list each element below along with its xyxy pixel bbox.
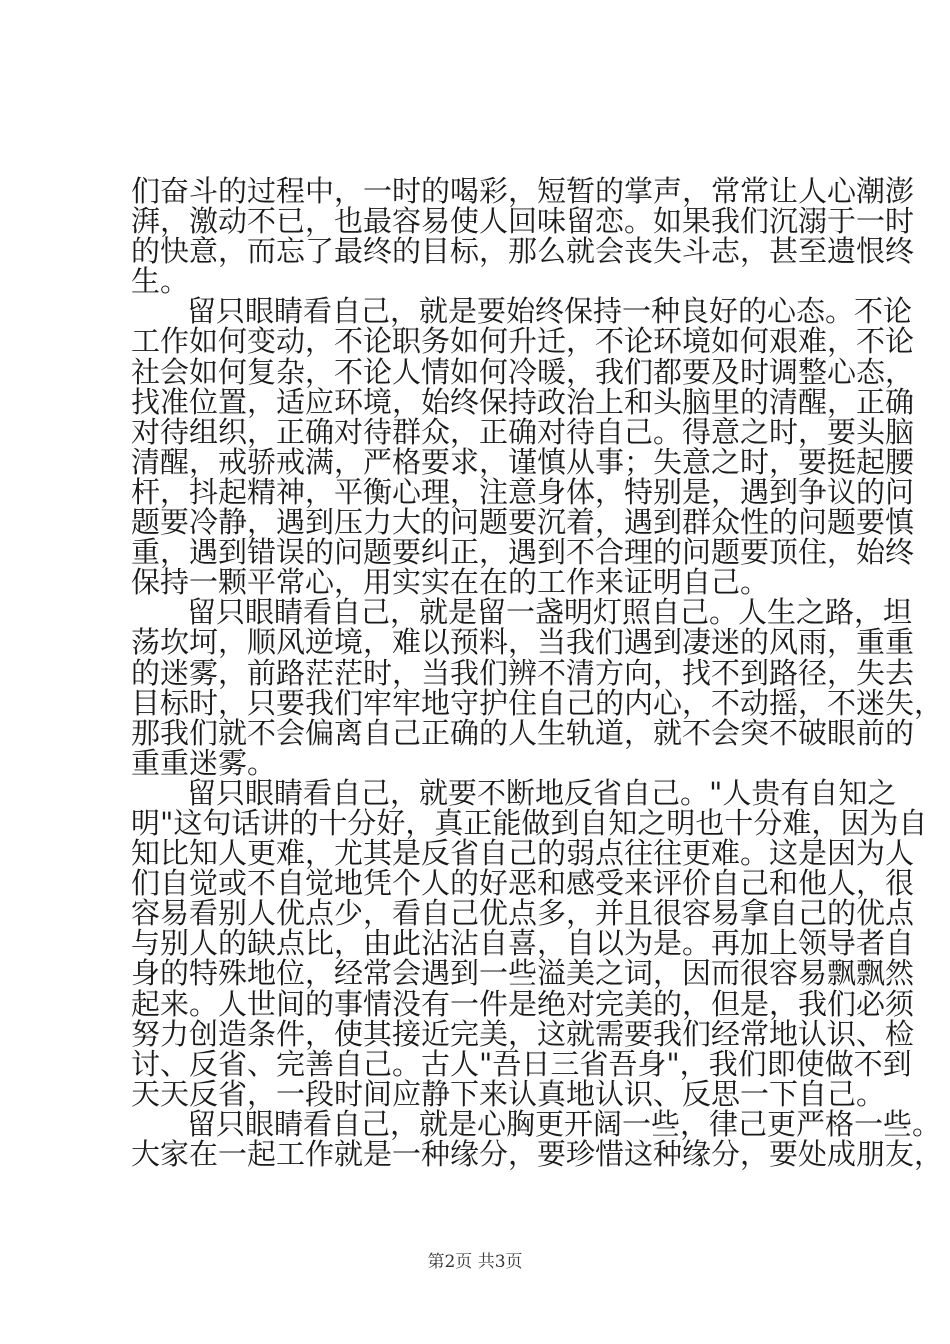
text-line: 明"这句话讲的十分好，真正能做到自知之明也十分难，因为自 bbox=[131, 805, 928, 840]
text-line: 那我们就不会偏离自己正确的人生轨道，就不会突不破眼前的 bbox=[131, 715, 915, 750]
text-line: 对待组织，正确对待群众，正确对待自己。得意之时，要头脑 bbox=[131, 414, 915, 449]
text-line: 知比知人更难，尤其是反省自己的弱点往往更难。这是因为人 bbox=[131, 836, 915, 871]
text-line: 保持一颗平常心，用实实在在的工作来证明自己。 bbox=[131, 565, 770, 600]
document-body bbox=[131, 174, 944, 1171]
text-line: 与别人的缺点比，由此沾沾自喜，自以为是。再加上领导者自 bbox=[131, 926, 915, 961]
text-line: 天天反省，一段时间应静下来认真地认识、反思一下自己。 bbox=[131, 1076, 886, 1111]
text-line: 讨、反省、完善自己。古人"吾日三省吾身"，我们即使做不到 bbox=[131, 1046, 912, 1081]
text-line: 目标时，只要我们牢牢地守护住自己的内心，不动摇，不迷失， bbox=[131, 685, 944, 720]
text-line: 清醒，戒骄戒满，严格要求，谨慎从事；失意之时，要挺起腰 bbox=[131, 444, 915, 479]
text-line: 的快意，而忘了最终的目标，那么就会丧失斗志，甚至遗恨终 bbox=[131, 234, 915, 269]
page-number-footer: 第2页 共3页 bbox=[427, 1252, 523, 1272]
paragraph-first-line: 留只眼睛看自己，就是留一盏明灯照自己。人生之路，坦 bbox=[187, 595, 913, 630]
paragraph-first-line: 留只眼睛看自己，就要不断地反省自己。"人贵有自知之 bbox=[187, 775, 897, 810]
text-line: 找准位置，适应环境，始终保持政治上和头脑里的清醒，正确 bbox=[131, 384, 915, 419]
text-line: 荡坎坷，顺风逆境，难以预料，当我们遇到凄迷的风雨，重重 bbox=[131, 625, 915, 660]
paragraph-first-line: 留只眼睛看自己，就是心胸更开阔一些，律己更严格一些。 bbox=[187, 1106, 942, 1141]
text-line: 们自觉或不自觉地凭个人的好恶和感受来评价自己和他人，很 bbox=[131, 866, 915, 901]
text-line: 起来。人世间的事情没有一件是绝对完美的，但是，我们必须 bbox=[131, 986, 915, 1021]
text-line: 重，遇到错误的问题要纠正，遇到不合理的问题要顶住，始终 bbox=[131, 535, 915, 570]
text-line: 容易看别人优点少，看自己优点多，并且很容易拿自己的优点 bbox=[131, 896, 915, 931]
text-line: 工作如何变动，不论职务如何升迁，不论环境如何艰难，不论 bbox=[131, 324, 915, 359]
text-line: 杆，抖起精神，平衡心理，注意身体，特别是，遇到争议的问 bbox=[131, 474, 915, 509]
text-line: 们奋斗的过程中，一时的喝彩，短暂的掌声，常常让人心潮澎 bbox=[131, 174, 915, 208]
text-line: 湃，激动不已，也最容易使人回味留恋。如果我们沉溺于一时 bbox=[131, 204, 915, 239]
text-line: 大家在一起工作就是一种缘分，要珍惜这种缘分，要处成朋友， bbox=[131, 1137, 944, 1171]
text-line: 生。 bbox=[131, 264, 190, 299]
paragraph-first-line: 留只眼睛看自己，就是要始终保持一种良好的心态。不论 bbox=[187, 294, 913, 329]
text-line: 努力创造条件，使其接近完美，这就需要我们经常地认识、检 bbox=[131, 1016, 915, 1051]
text-line: 社会如何复杂，不论人情如何冷暖，我们都要及时调整心态， bbox=[131, 354, 915, 389]
text-line: 的迷雾，前路茫茫时，当我们辨不清方向，找不到路径，失去 bbox=[131, 655, 915, 690]
text-line: 重重迷雾。 bbox=[131, 745, 277, 780]
text-line: 身的特殊地位，经常会遇到一些溢美之词，因而很容易飘飘然 bbox=[131, 956, 915, 991]
text-line: 题要冷静，遇到压力大的问题要沉着，遇到群众性的问题要慎 bbox=[131, 505, 915, 540]
